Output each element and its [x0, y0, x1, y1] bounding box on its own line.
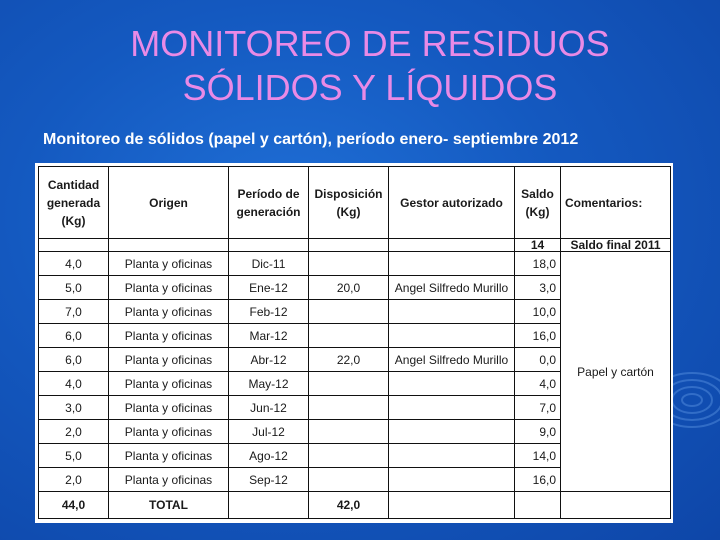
monitoring-table-container [35, 163, 673, 523]
cell-gestor [389, 396, 515, 420]
cell-disposicion: 22,0 [309, 348, 389, 372]
cell-origen: Planta y oficinas [109, 396, 229, 420]
cell-disposicion [309, 372, 389, 396]
cell-cantidad: 5,0 [39, 444, 109, 468]
cell-origen: Planta y oficinas [109, 348, 229, 372]
table-cell [109, 239, 229, 252]
cell-gestor: Angel Silfredo Murillo [389, 348, 515, 372]
cell-periodo: Dic-11 [229, 252, 309, 276]
cell-periodo: May-12 [229, 372, 309, 396]
cell-gestor [389, 372, 515, 396]
cell-saldo: 9,0 [515, 420, 561, 444]
cell-cantidad: 7,0 [39, 300, 109, 324]
cell-periodo: Feb-12 [229, 300, 309, 324]
saldo-inicial-row [39, 239, 671, 252]
cell-origen: Planta y oficinas [109, 324, 229, 348]
header-gestor: Gestor autorizado [389, 167, 515, 239]
cell-cantidad: 2,0 [39, 468, 109, 492]
cell-gestor [389, 420, 515, 444]
table-cell [389, 239, 515, 252]
total-cantidad: 44,0 [39, 492, 109, 519]
cell-cantidad: 2,0 [39, 420, 109, 444]
cell-gestor [389, 324, 515, 348]
cell-saldo: 16,0 [515, 468, 561, 492]
cell-disposicion [309, 300, 389, 324]
header-cantidad: Cantidad generada (Kg) [39, 167, 109, 239]
title-line-2: SÓLIDOS Y LÍQUIDOS [182, 67, 558, 108]
saldo-inicial-value: 14 [515, 239, 561, 252]
cell-cantidad: 6,0 [39, 348, 109, 372]
cell-saldo: 18,0 [515, 252, 561, 276]
comment-cell: Papel y cartón [561, 252, 671, 492]
cell-origen: Planta y oficinas [109, 300, 229, 324]
cell-cantidad: 3,0 [39, 396, 109, 420]
total-label: TOTAL [109, 492, 229, 519]
cell-disposicion [309, 420, 389, 444]
cell-gestor [389, 300, 515, 324]
cell-cantidad: 5,0 [39, 276, 109, 300]
cell-periodo: Ene-12 [229, 276, 309, 300]
cell-gestor [389, 252, 515, 276]
table-subtitle: Monitoreo de sólidos (papel y cartón), período enero- septiembre 2012 [43, 131, 579, 148]
cell-periodo: Jun-12 [229, 396, 309, 420]
cell-saldo: 0,0 [515, 348, 561, 372]
cell-saldo: 3,0 [515, 276, 561, 300]
table-cell [229, 492, 309, 519]
cell-periodo: Mar-12 [229, 324, 309, 348]
total-row [39, 492, 671, 519]
cell-cantidad: 4,0 [39, 372, 109, 396]
cell-gestor [389, 468, 515, 492]
cell-origen: Planta y oficinas [109, 252, 229, 276]
cell-origen: Planta y oficinas [109, 276, 229, 300]
page-title [0, 22, 720, 110]
saldo-inicial-comment: Saldo final 2011 [561, 239, 671, 252]
cell-saldo: 10,0 [515, 300, 561, 324]
cell-periodo: Ago-12 [229, 444, 309, 468]
cell-saldo: 16,0 [515, 324, 561, 348]
table-cell [561, 492, 671, 519]
cell-saldo: 14,0 [515, 444, 561, 468]
cell-periodo: Sep-12 [229, 468, 309, 492]
cell-origen: Planta y oficinas [109, 420, 229, 444]
cell-disposicion [309, 468, 389, 492]
header-comentarios: Comentarios: [561, 167, 671, 239]
table-cell [229, 239, 309, 252]
table-cell [309, 239, 389, 252]
total-disposicion: 42,0 [309, 492, 389, 519]
cell-origen: Planta y oficinas [109, 468, 229, 492]
cell-disposicion [309, 324, 389, 348]
monitoring-table [38, 166, 671, 519]
table-cell [515, 492, 561, 519]
cell-disposicion [309, 444, 389, 468]
cell-periodo: Jul-12 [229, 420, 309, 444]
cell-gestor [389, 444, 515, 468]
header-disposicion: Disposición (Kg) [309, 167, 389, 239]
header-row [39, 167, 671, 239]
table-cell [39, 239, 109, 252]
cell-saldo: 7,0 [515, 396, 561, 420]
cell-disposicion [309, 252, 389, 276]
cell-saldo: 4,0 [515, 372, 561, 396]
cell-cantidad: 4,0 [39, 252, 109, 276]
cell-disposicion: 20,0 [309, 276, 389, 300]
cell-gestor: Angel Silfredo Murillo [389, 276, 515, 300]
cell-origen: Planta y oficinas [109, 372, 229, 396]
cell-disposicion [309, 396, 389, 420]
header-origen: Origen [109, 167, 229, 239]
header-periodo: Período de generación [229, 167, 309, 239]
cell-origen: Planta y oficinas [109, 444, 229, 468]
table-cell [389, 492, 515, 519]
table-row [39, 252, 671, 276]
title-line-1: MONITOREO DE RESIDUOS [130, 23, 610, 64]
header-saldo: Saldo (Kg) [515, 167, 561, 239]
cell-periodo: Abr-12 [229, 348, 309, 372]
cell-cantidad: 6,0 [39, 324, 109, 348]
